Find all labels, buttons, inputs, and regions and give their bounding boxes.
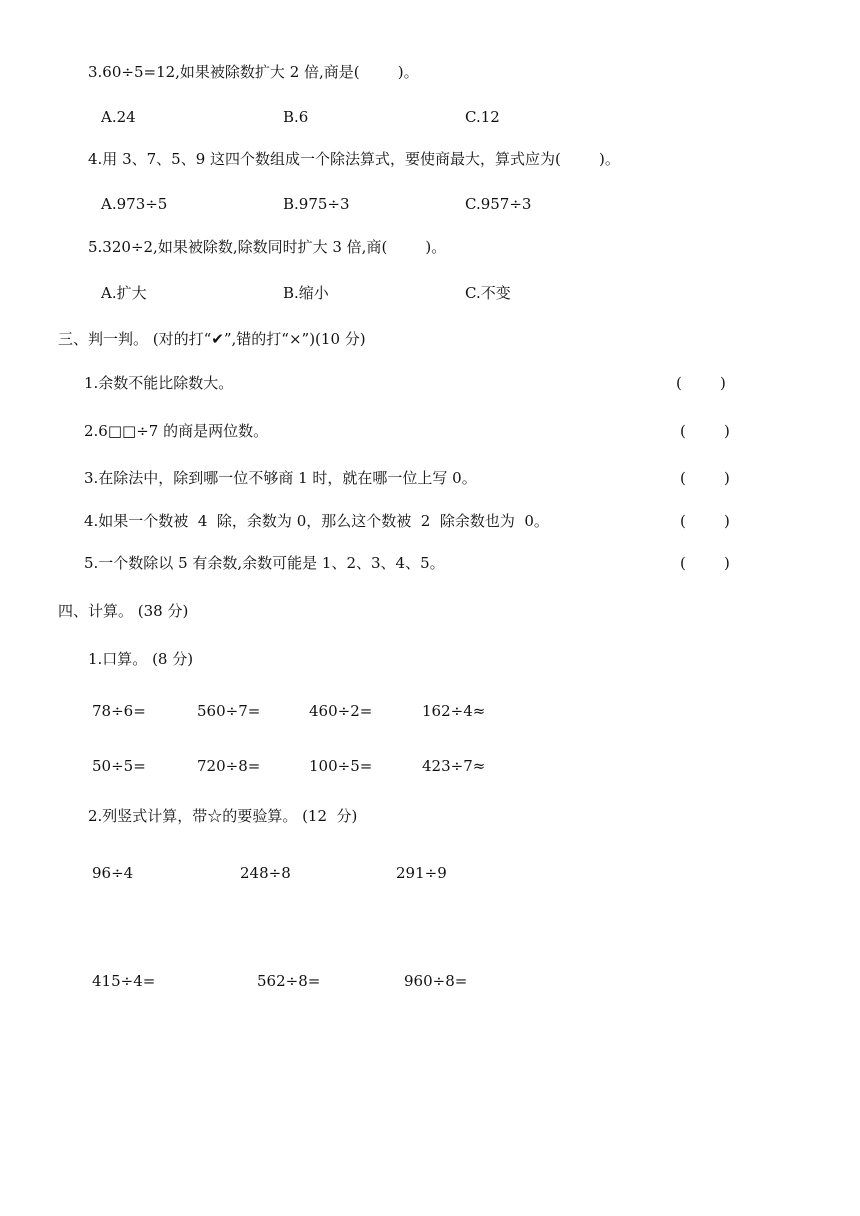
- question-3-option-a: A.24: [101, 108, 136, 126]
- oral-calc-problem: 460÷2=: [309, 702, 373, 720]
- section-4-title: 四、计算。 (38 分): [58, 602, 189, 620]
- judge-item-3: 3.在除法中，除到哪一位不够商 1 时，就在哪一位上写 0。: [84, 469, 477, 487]
- vertical-calc-problem: 96÷4: [92, 864, 134, 882]
- vertical-calc-problem: 415÷4=: [92, 972, 156, 990]
- oral-calc-problem: 78÷6=: [92, 702, 146, 720]
- question-5-option-c: C.不变: [465, 284, 511, 302]
- judge-answer-blank-2[interactable]: ( ): [680, 422, 730, 440]
- judge-answer-blank-1[interactable]: ( ): [676, 374, 726, 392]
- oral-calc-problem: 720÷8=: [197, 757, 261, 775]
- question-4-option-b: B.975÷3: [283, 195, 350, 213]
- question-5-option-b: B.缩小: [283, 284, 329, 302]
- judge-answer-blank-3[interactable]: ( ): [680, 469, 730, 487]
- judge-item-5: 5.一个数除以 5 有余数,余数可能是 1、2、3、4、5。: [84, 554, 445, 572]
- vertical-calc-problem: 291÷9: [396, 864, 447, 882]
- vertical-calc-problem: 960÷8=: [404, 972, 468, 990]
- vertical-calc-problem: 248÷8: [240, 864, 291, 882]
- oral-calc-problem: 423÷7≈: [422, 757, 486, 775]
- judge-item-1: 1.余数不能比除数大。: [84, 374, 234, 392]
- judge-answer-blank-5[interactable]: ( ): [680, 554, 730, 572]
- oral-calc-problem: 162÷4≈: [422, 702, 486, 720]
- section-3-title: 三、判一判。 (对的打“✔”,错的打“×”)(10 分): [58, 330, 366, 348]
- question-5-stem: 5.320÷2,如果被除数,除数同时扩大 3 倍,商( )。: [88, 238, 447, 256]
- judge-answer-blank-4[interactable]: ( ): [680, 512, 730, 530]
- oral-calc-title: 1.口算。 (8 分): [88, 650, 194, 668]
- judge-item-2: 2.6□□÷7 的商是两位数。: [84, 422, 269, 440]
- question-4-option-a: A.973÷5: [101, 195, 168, 213]
- question-3-option-b: B.6: [283, 108, 309, 126]
- oral-calc-problem: 50÷5=: [92, 757, 146, 775]
- vertical-calc-problem: 562÷8=: [257, 972, 321, 990]
- question-4-option-c: C.957÷3: [465, 195, 532, 213]
- question-5-option-a: A.扩大: [101, 284, 147, 302]
- oral-calc-problem: 100÷5=: [309, 757, 373, 775]
- vertical-calc-title: 2.列竖式计算，带☆的要验算。 (12 分): [88, 807, 358, 825]
- question-3-stem: 3.60÷5=12,如果被除数扩大 2 倍,商是( )。: [88, 63, 419, 81]
- question-4-stem: 4.用 3、7、5、9 这四个数组成一个除法算式，要使商最大，算式应为( )。: [88, 150, 620, 168]
- oral-calc-problem: 560÷7=: [197, 702, 261, 720]
- question-3-option-c: C.12: [465, 108, 500, 126]
- judge-item-4: 4.如果一个数被 4 除，余数为 0，那么这个数被 2 除余数也为 0。: [84, 512, 549, 530]
